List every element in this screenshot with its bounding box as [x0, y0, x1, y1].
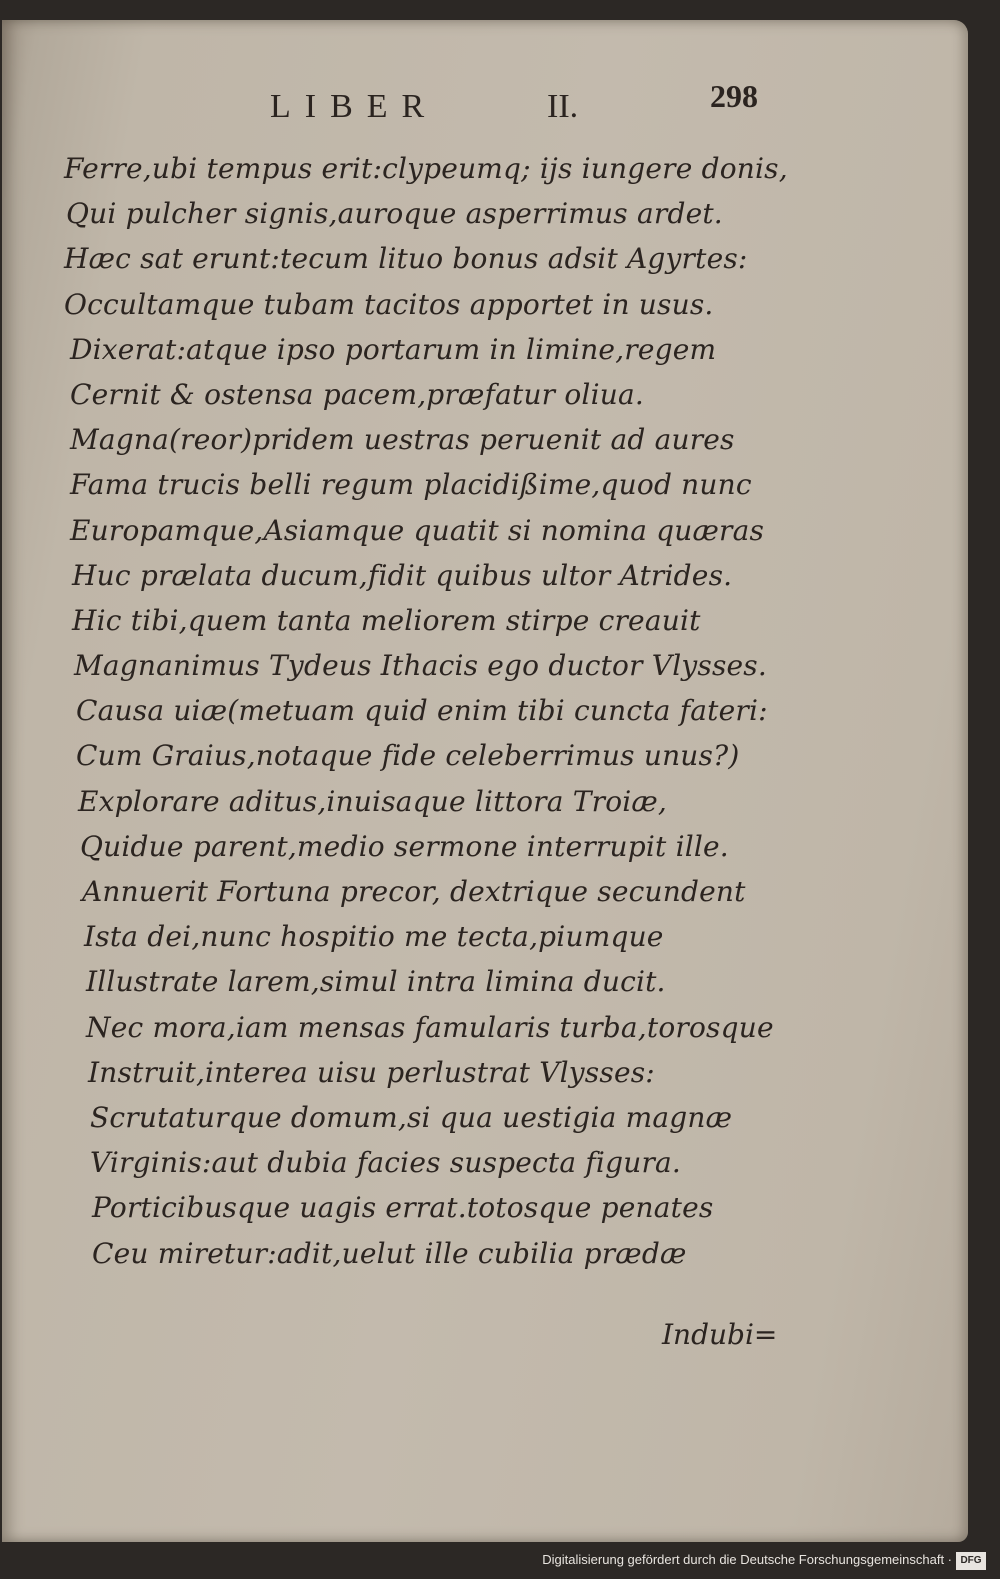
funding-credit: Digitalisierung gefördert durch die Deutsche Forschungsgemeinschaft ·: [542, 1552, 952, 1567]
verse-line: Ista dei,nunc hospitio me tecta,piumque: [84, 920, 664, 954]
digitization-footer: [0, 1549, 1000, 1579]
verse-line: Causa uiæ(metuam quid enim tibi cuncta fateri:: [76, 694, 768, 728]
verse-line: Ferre,ubi tempus erit:clypeumq; ijs iungere donis,: [64, 152, 788, 185]
verse-block: [64, 146, 788, 1276]
verse-line: Huc prælata ducum,fidit quibus ultor Atrides.: [72, 558, 733, 592]
verse-line: Scrutaturque domum,si qua uestigia magnæ: [90, 1100, 733, 1134]
verse-line: Hic tibi,quem tanta meliorem stirpe creauit: [72, 603, 701, 637]
verse-line: Cum Graius,notaque fide celeberrimus unus?): [76, 739, 740, 773]
verse-line: Virginis:aut dubia facies suspecta figura.: [90, 1146, 682, 1180]
verse-line: Cernit & ostensa pacem,præfatur oliua.: [70, 377, 644, 411]
verse-line: Quidue parent,medio sermone interrupit ille.: [80, 829, 729, 863]
verse-line: Qui pulcher signis,auroque asperrimus ardet.: [66, 197, 723, 231]
verse-line: Explorare aditus,inuisaque littora Troiæ,: [78, 784, 668, 818]
book-number: II.: [547, 88, 579, 125]
page-content: [2, 20, 968, 1542]
verse-line: Illustrate larem,simul intra limina ducit.: [86, 965, 666, 999]
verse-line: Instruit,interea uisu perlustrat Vlysses:: [88, 1055, 655, 1089]
verse-line: Dixerat:atque ipso portarum in limine,regem: [70, 332, 717, 366]
verse-line: Magnanimus Tydeus Ithacis ego ductor Vlysses.: [74, 649, 767, 683]
book-page: [2, 20, 968, 1542]
running-head: LIBER: [270, 88, 439, 125]
dfg-logo: DFG: [956, 1552, 986, 1570]
verse-line: Nec mora,iam mensas famularis turba,torosque: [86, 1010, 774, 1044]
verse-line: Occultamque tubam tacitos apportet in usus.: [64, 287, 714, 321]
verse-line: Fama trucis belli regum placidißime,quod nunc: [70, 468, 752, 502]
verse-line: Europamque,Asiamque quatit si nomina quæras: [70, 513, 765, 547]
folio-number: 298: [710, 78, 758, 114]
verse-line: Magna(reor)pridem uestras peruenit ad aures: [70, 423, 735, 457]
catchword: Indubi=: [662, 1318, 778, 1351]
verse-line: Porticibusque uagis errat.totosque penates: [92, 1191, 714, 1225]
page-header: [2, 72, 968, 132]
verse-line: Hæc sat erunt:tecum lituo bonus adsit Agyrtes:: [64, 242, 748, 276]
verse-line: Annuerit Fortuna precor, dextrique secundent: [82, 875, 746, 908]
verse-line: Ceu miretur:adit,uelut ille cubilia prædæ: [92, 1236, 687, 1270]
